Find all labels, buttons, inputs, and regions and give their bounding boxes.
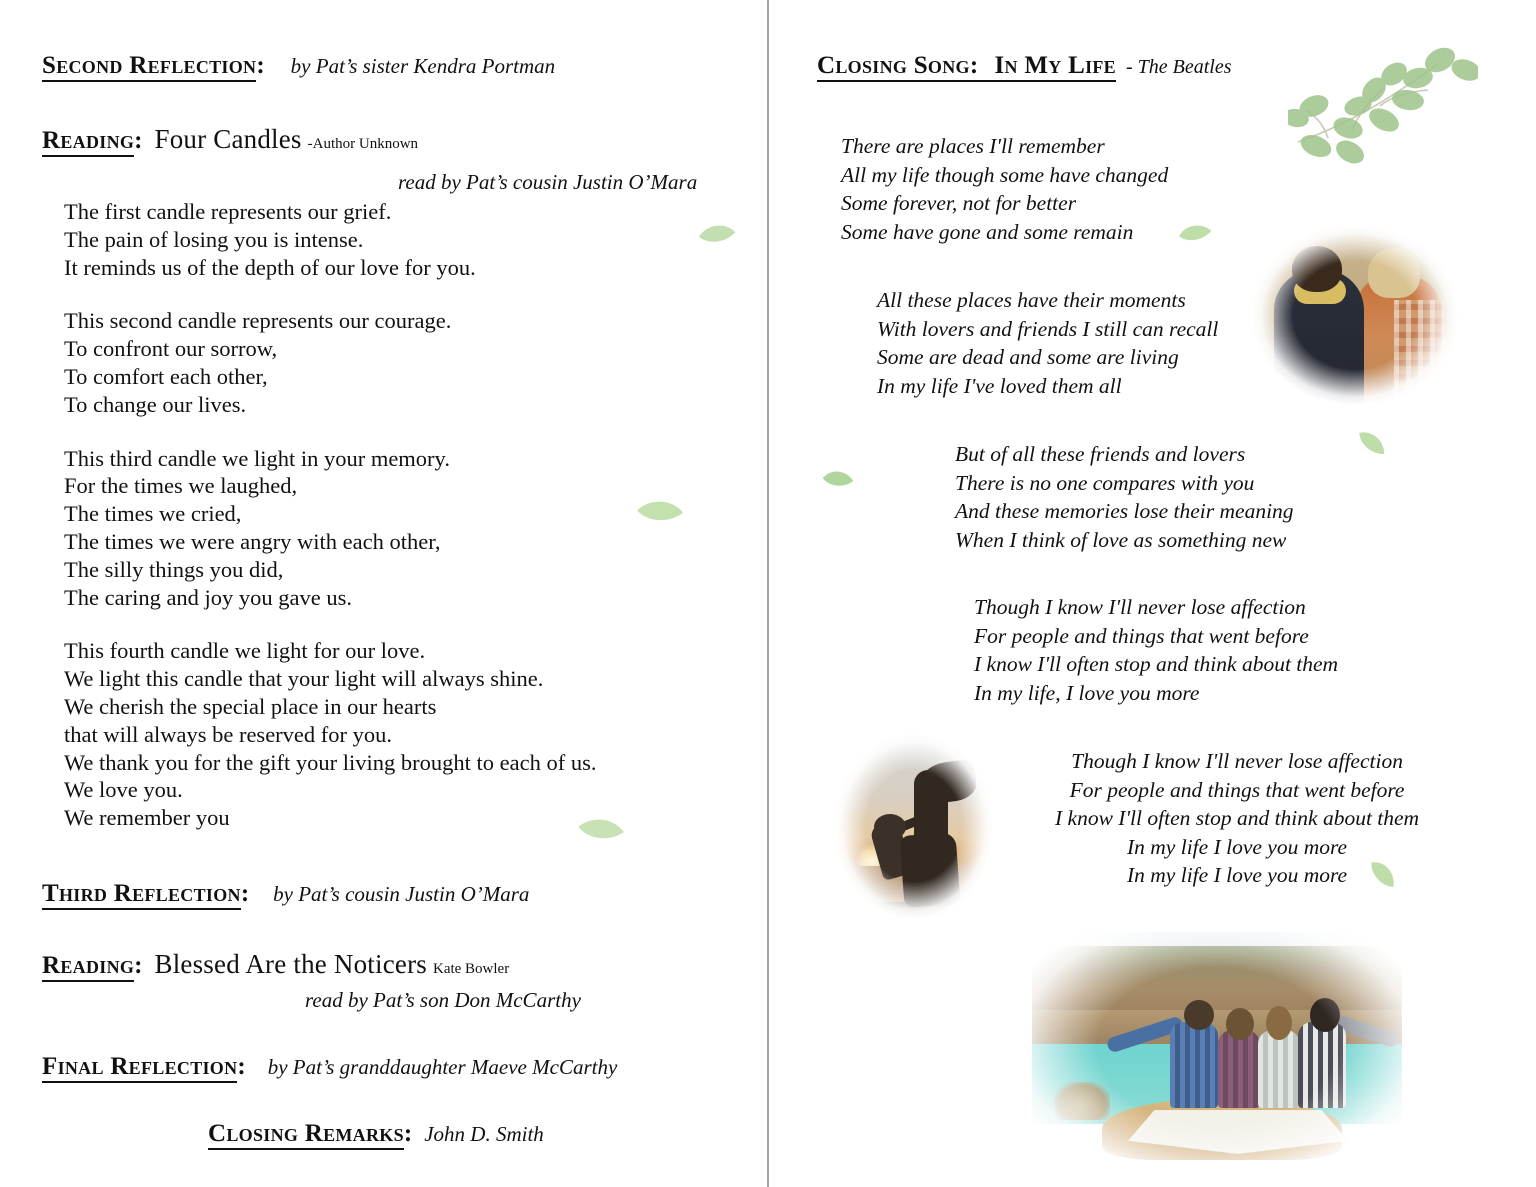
lyrics-stanza <box>841 132 1168 246</box>
candle-line: We light this candle that your light will always shine. <box>64 666 544 692</box>
lyric-line: I know I'll often stop and think about them <box>974 652 1339 676</box>
lyric-line: In my life I love you more <box>1127 834 1348 859</box>
reading-noticers-author: Kate Bowler <box>432 961 510 977</box>
third-reflection-label: Third Reflection <box>42 880 241 910</box>
candle-line: The times we were angry with each other, <box>64 528 441 554</box>
candle-line: that will always be reserved for you. <box>64 721 393 747</box>
second-reflection-attribution: by Pat’s sister Kendra Portman <box>290 54 556 78</box>
closing-remarks-colon: : <box>403 1120 413 1147</box>
entry-third-reflection <box>42 880 529 908</box>
lyric-line: Some forever, not for better <box>841 191 1077 215</box>
entry-final-reflection <box>42 1053 617 1081</box>
lyric-line: There are places I'll remember <box>841 134 1105 158</box>
candle-stanza <box>64 307 596 418</box>
lyric-line: I know I'll often stop and think about them <box>1055 806 1420 830</box>
candle-line: This third candle we light in your memory. <box>64 445 450 471</box>
lyric-line: In my life I've loved them all <box>877 373 1122 398</box>
final-reflection-label: Final Reflection <box>42 1053 237 1083</box>
reading-candles-label: Reading <box>42 127 134 157</box>
mother-child-sunset-photo <box>828 726 1000 926</box>
friends-lakeside-photo <box>1032 932 1402 1160</box>
candle-line: This second candle represents our courage. <box>64 308 452 334</box>
closing-song-title: In My Life <box>978 52 1116 82</box>
entry-reading-four-candles <box>42 124 418 155</box>
candle-line: The pain of losing you is intense. <box>64 226 364 252</box>
candle-line: To confront our sorrow, <box>64 336 278 362</box>
lyric-line: All these places have their moments <box>877 288 1186 312</box>
candle-line: The silly things you did, <box>64 556 284 582</box>
final-reflection-colon: : <box>237 1053 246 1080</box>
candle-line: The times we cried, <box>64 501 242 527</box>
lyric-line: But of all these friends and lovers <box>955 442 1246 466</box>
final-reflection-attribution: by Pat’s granddaughter Maeve McCarthy <box>267 1055 618 1079</box>
reading-candles-read-by: read by Pat’s cousin Justin O’Mara <box>398 170 698 194</box>
candle-line: We cherish the special place in our hearts <box>64 693 437 719</box>
entry-closing-song <box>817 52 1232 80</box>
lyric-line: Some are dead and some are living <box>877 345 1179 369</box>
lyric-line: For people and things that went before <box>1069 777 1405 802</box>
four-candles-text <box>64 198 596 832</box>
lyric-line: In my life I love you more <box>1127 863 1348 887</box>
falling-leaf-icon <box>634 492 685 530</box>
reading-noticers-title: Blessed Are the Noticers <box>154 949 427 979</box>
lyric-line: And these memories lose their meaning <box>955 499 1294 523</box>
candle-stanza <box>64 445 596 612</box>
candle-line: To comfort each other, <box>64 363 268 389</box>
lyric-line: When I think of love as something new <box>955 527 1287 552</box>
entry-reading-noticers <box>42 949 509 980</box>
reading-noticers-read-by: read by Pat’s son Don McCarthy <box>305 988 581 1012</box>
entry-closing-remarks <box>208 1120 544 1148</box>
candle-line: We thank you for the gift your living brought to each of us. <box>64 749 597 775</box>
candle-line: This fourth candle we light for our love. <box>64 638 426 664</box>
lyric-line: In my life, I love you more <box>974 680 1200 705</box>
couple-autumn-field-photo <box>1244 218 1466 412</box>
candle-line: The caring and joy you gave us. <box>64 584 353 610</box>
lyrics-stanza <box>974 593 1338 707</box>
candle-line: The first candle represents our grief. <box>64 199 392 224</box>
reading-candles-colon: : <box>134 127 143 154</box>
lyric-line: With lovers and friends I still can recall <box>877 316 1219 341</box>
reading-candles-title: Four Candles <box>154 124 302 154</box>
candle-stanza <box>64 637 596 832</box>
second-reflection-colon: : <box>256 52 265 79</box>
closing-remarks-label: Closing Remarks <box>208 1120 404 1150</box>
entry-second-reflection <box>42 52 555 80</box>
reading-noticers-label: Reading <box>42 952 134 982</box>
reading-noticers-colon: : <box>134 952 143 979</box>
closing-song-artist: - The Beatles <box>1125 56 1232 78</box>
candle-line: We remember you <box>64 805 230 831</box>
candle-line: For the times we laughed, <box>64 473 298 499</box>
lyric-line: For people and things that went before <box>974 623 1309 648</box>
reading-candles-author: -Author Unknown <box>307 136 419 152</box>
lyric-line: Though I know I'll never lose affection <box>1071 749 1403 773</box>
second-reflection-label: Second Reflection <box>42 52 256 82</box>
left-page-column <box>0 0 767 1187</box>
lyrics-stanza <box>1055 747 1419 890</box>
falling-leaf-icon <box>695 217 739 252</box>
lyric-line: Some have gone and some remain <box>841 219 1134 244</box>
lyrics-stanza <box>877 286 1218 400</box>
lyrics-stanza <box>955 440 1294 554</box>
candle-line: It reminds us of the depth of our love for you. <box>64 254 476 280</box>
lyric-line: There is no one compares with you <box>955 470 1255 495</box>
closing-song-label: Closing Song: <box>817 52 978 82</box>
lyric-line: All my life though some have changed <box>841 162 1169 187</box>
closing-remarks-attribution: John D. Smith <box>424 1122 544 1146</box>
third-reflection-attribution: by Pat’s cousin Justin O’Mara <box>273 882 530 906</box>
lyric-line: Though I know I'll never lose affection <box>974 595 1306 619</box>
candle-stanza <box>64 198 596 281</box>
candle-line: We love you. <box>64 777 183 803</box>
third-reflection-colon: : <box>240 880 250 907</box>
candle-line: To change our lives. <box>64 391 247 417</box>
